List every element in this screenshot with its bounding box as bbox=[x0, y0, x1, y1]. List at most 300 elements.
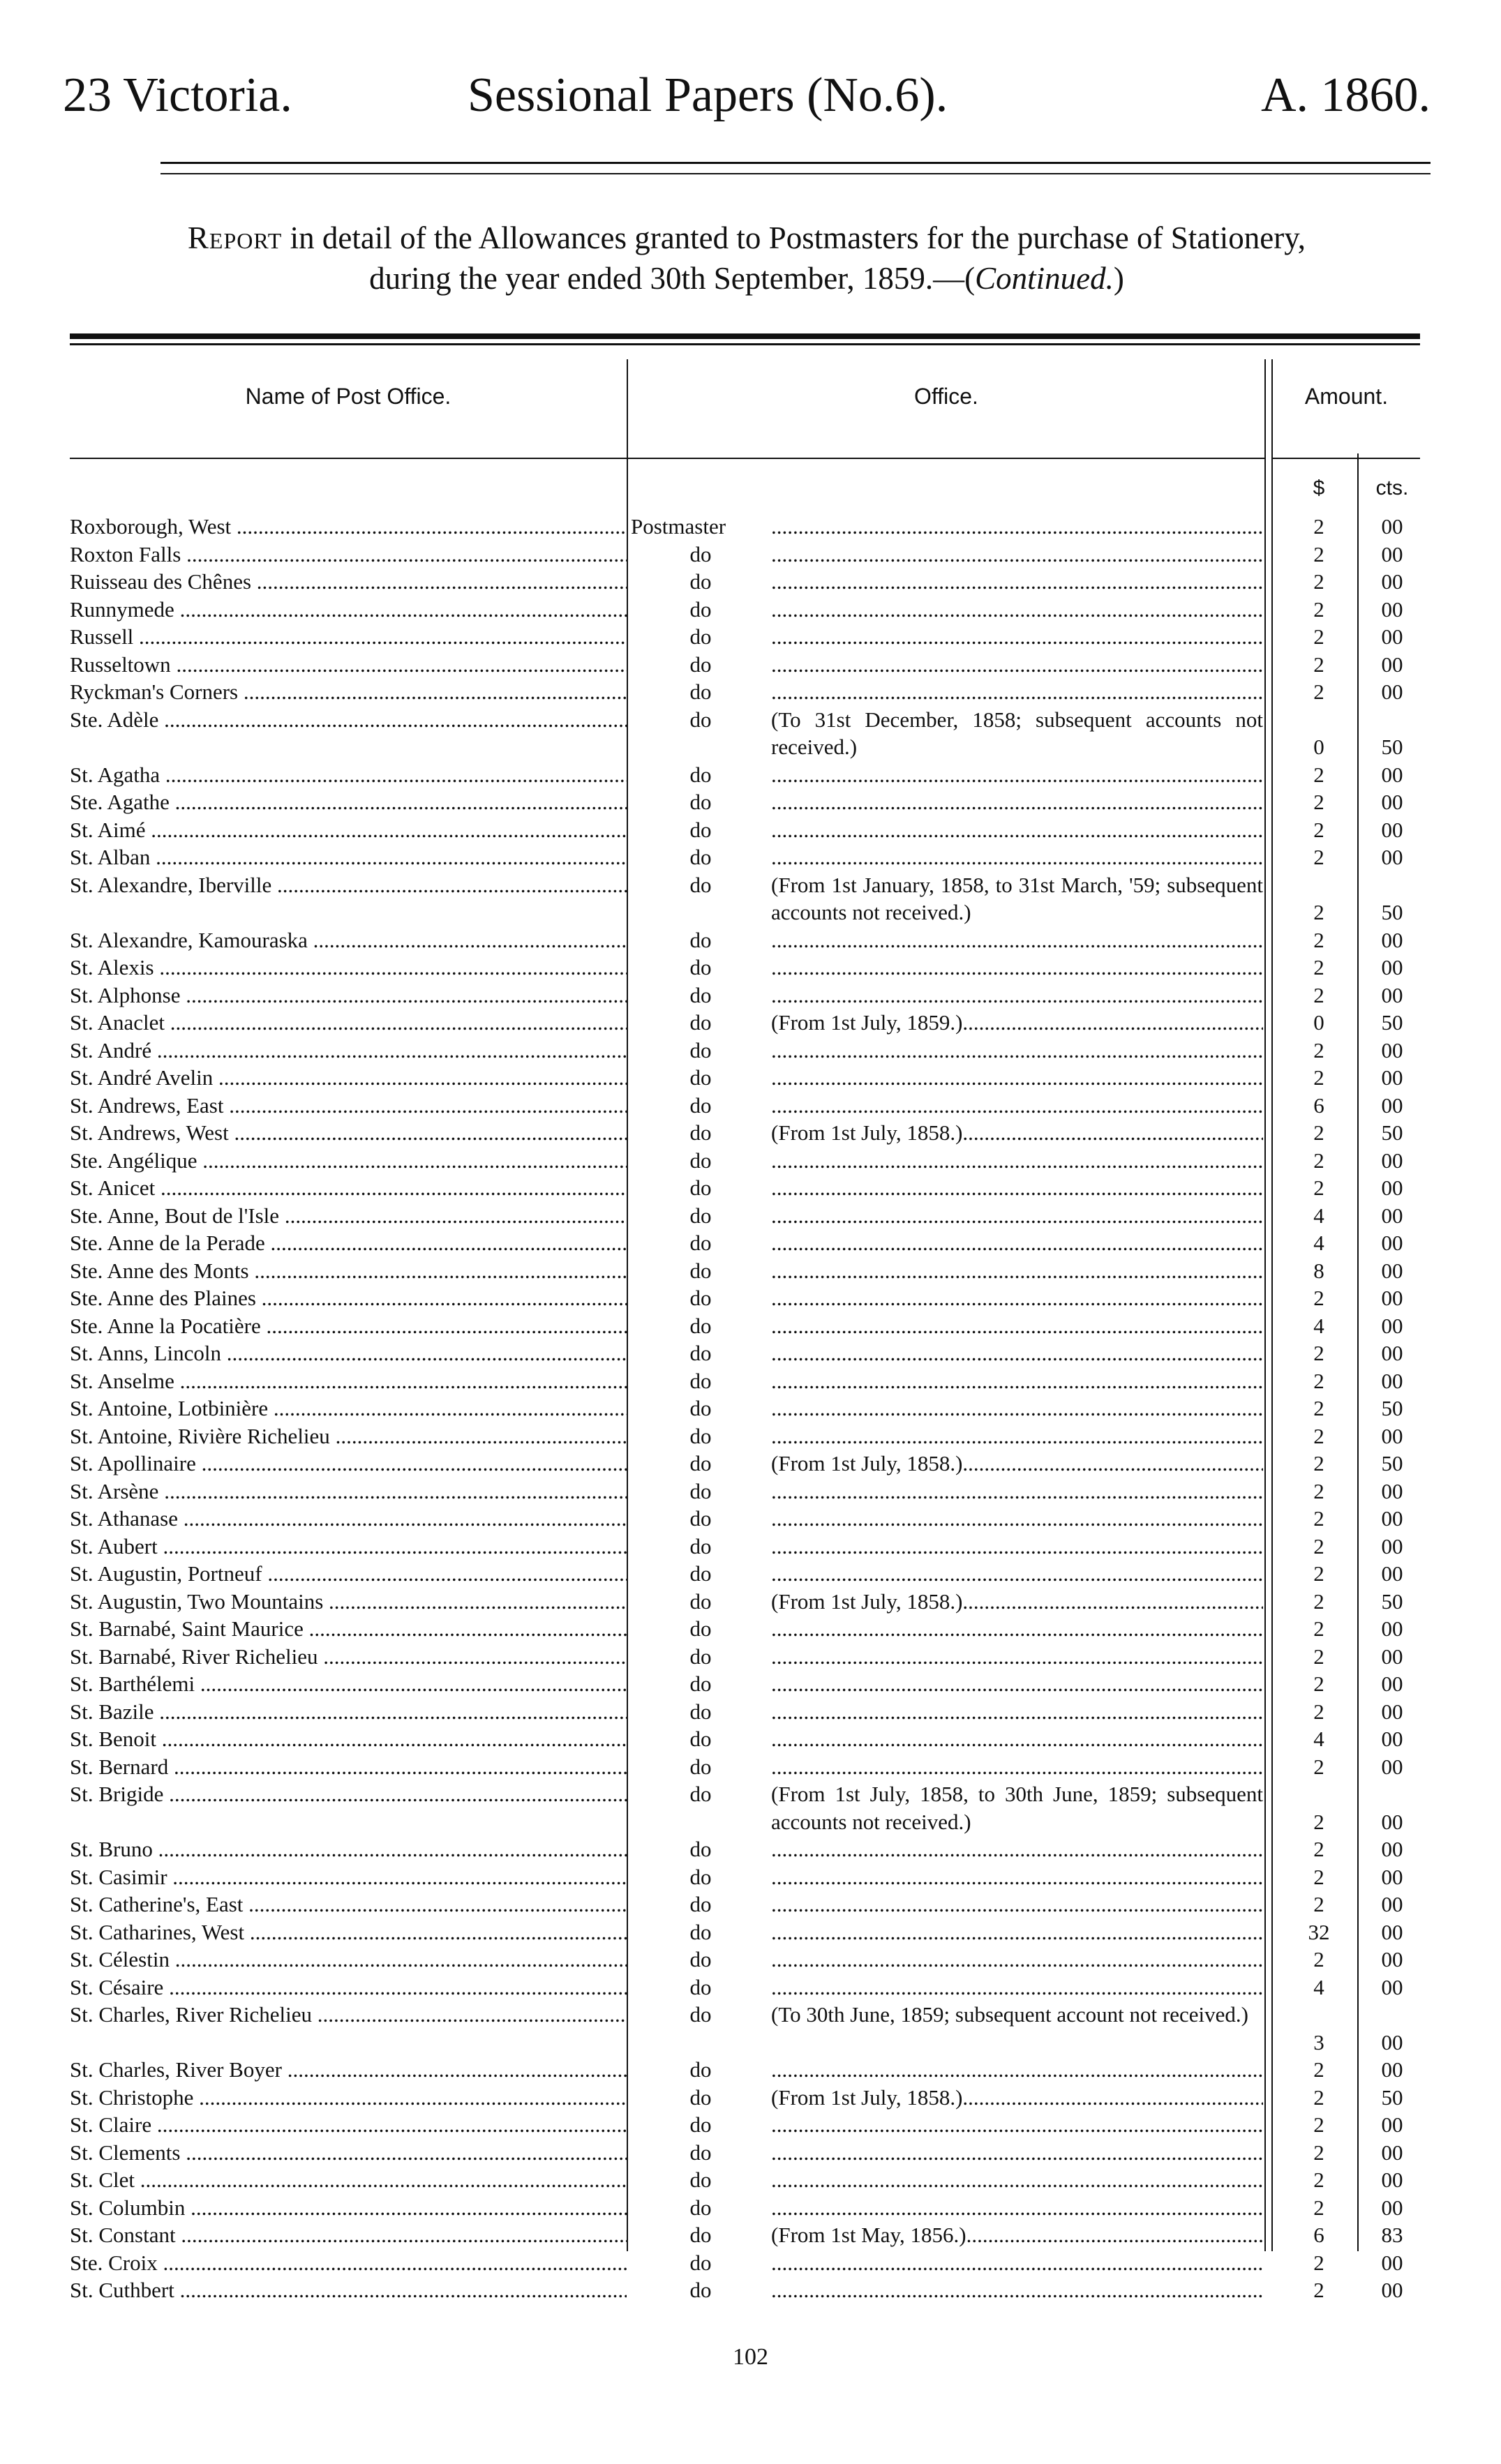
post-office-name: St. Agatha ..... bbox=[70, 761, 627, 789]
amount-dollars: 4 bbox=[1313, 1313, 1324, 1338]
table-row bbox=[0, 1588, 1501, 1616]
office-note bbox=[771, 982, 1263, 1009]
office-note bbox=[771, 623, 1263, 651]
amount-cents: 00 bbox=[1381, 1203, 1403, 1228]
office-title: do bbox=[689, 982, 712, 1007]
amount-cents: 00 bbox=[1381, 2140, 1403, 2165]
office-title: do bbox=[689, 1864, 712, 1889]
office-title: do bbox=[689, 2140, 712, 2165]
office-title: do bbox=[689, 845, 712, 869]
table-row bbox=[0, 982, 1501, 1009]
office-title: do bbox=[689, 927, 712, 952]
post-office-name: Ste. Adèle ..... bbox=[70, 706, 627, 734]
amount-cents: 50 bbox=[1381, 735, 1403, 759]
amount-cents: 00 bbox=[1381, 1533, 1403, 1558]
office-title: do bbox=[689, 1974, 712, 1999]
office-note bbox=[771, 843, 1263, 871]
amount-cents: 00 bbox=[1381, 1947, 1403, 1971]
office-title: do bbox=[689, 1010, 712, 1035]
amount-cents: 00 bbox=[1381, 1561, 1403, 1586]
amount-cents: 00 bbox=[1381, 762, 1403, 787]
office-title: Postmaster bbox=[631, 514, 726, 539]
table-row bbox=[0, 1312, 1501, 1340]
amount-cents: 00 bbox=[1381, 1037, 1403, 1062]
amount-dollars: 2 bbox=[1313, 1037, 1324, 1062]
table-row bbox=[0, 761, 1501, 789]
office-note bbox=[771, 1422, 1263, 1450]
table-row bbox=[0, 596, 1501, 624]
table-row bbox=[0, 568, 1501, 596]
amount-cents: 50 bbox=[1381, 900, 1403, 924]
amount-cents: 00 bbox=[1381, 514, 1403, 539]
table-row bbox=[0, 1174, 1501, 1202]
amount-dollars: 2 bbox=[1313, 596, 1324, 622]
table-row bbox=[0, 1505, 1501, 1533]
amount-cents: 00 bbox=[1381, 2250, 1403, 2275]
office-title: do bbox=[689, 1175, 712, 1200]
amount-dollars: 2 bbox=[1313, 1341, 1324, 1365]
office-note bbox=[771, 596, 1263, 624]
amount-dollars: 2 bbox=[1313, 790, 1324, 814]
office-title: do bbox=[689, 1561, 712, 1586]
table-row bbox=[0, 1229, 1501, 1257]
amount-cents: 00 bbox=[1381, 1919, 1403, 1944]
office-title: do bbox=[689, 1506, 712, 1531]
amount-cents: 50 bbox=[1381, 1451, 1403, 1475]
post-office-name: St. Alban ..... bbox=[70, 843, 627, 871]
amount-cents: 00 bbox=[1381, 927, 1403, 952]
amount-cents: 50 bbox=[1381, 1010, 1403, 1035]
office-note: (From 1st January, 1858, to 31st March, '59; subsequent accounts not received.) bbox=[771, 872, 1263, 924]
table-row bbox=[0, 2139, 1501, 2167]
report-title-line2: during the year ended 30th September, 1859.—(Continued.) bbox=[369, 261, 1124, 296]
post-office-name: St. Brigide ..... bbox=[70, 1780, 627, 1808]
post-office-name: St. Cuthbert ..... bbox=[70, 2276, 627, 2304]
post-office-name: St. Célestin ..... bbox=[70, 1946, 627, 1974]
amount-cents: 00 bbox=[1381, 2112, 1403, 2137]
amount-dollars: 2 bbox=[1313, 1423, 1324, 1448]
amount-cents: 00 bbox=[1381, 1423, 1403, 1448]
table-row bbox=[0, 954, 1501, 982]
table-row bbox=[0, 1147, 1501, 1175]
post-office-name: St. Constant ..... bbox=[70, 2221, 627, 2249]
office-title: do bbox=[689, 1120, 712, 1145]
table-row bbox=[0, 651, 1501, 679]
header-left: 23 Victoria. bbox=[63, 68, 292, 122]
amount-dollars: 2 bbox=[1313, 624, 1324, 649]
post-office-name: Ste. Anne la Pocatière ..... bbox=[70, 1312, 627, 1340]
table-row bbox=[0, 1339, 1501, 1367]
amount-dollars: 2 bbox=[1313, 569, 1324, 594]
office-note bbox=[771, 1974, 1263, 2001]
office-title: do bbox=[689, 541, 712, 566]
office-note bbox=[771, 1147, 1263, 1175]
table-row bbox=[0, 1367, 1501, 1395]
office-title: do bbox=[689, 2278, 712, 2302]
post-office-name: St. Anselme ..... bbox=[70, 1367, 627, 1395]
office-title: do bbox=[689, 1065, 712, 1090]
amount-cents: 00 bbox=[1381, 1754, 1403, 1779]
amount-cents: 00 bbox=[1381, 1258, 1403, 1283]
amount-dollars: 2 bbox=[1313, 1506, 1324, 1531]
amount-dollars: 2 bbox=[1313, 1451, 1324, 1475]
amount-dollars: 2 bbox=[1313, 2250, 1324, 2275]
office-title: do bbox=[689, 1699, 712, 1724]
amount-cents: 00 bbox=[1381, 1892, 1403, 1916]
office-title: do bbox=[689, 707, 712, 732]
post-office-name: St. Aimé ..... bbox=[70, 816, 627, 844]
amount-dollars: 2 bbox=[1313, 514, 1324, 539]
amount-cents: 83 bbox=[1381, 2223, 1403, 2247]
amount-cents: 00 bbox=[1381, 1065, 1403, 1090]
office-note: (From 1st May, 1856.) ..... bbox=[771, 2221, 1263, 2249]
office-note bbox=[771, 678, 1263, 706]
office-title: do bbox=[689, 1947, 712, 1971]
post-office-name: St. Alphonse ..... bbox=[70, 982, 627, 1009]
post-office-name: Ruisseau des Chênes ..... bbox=[70, 568, 627, 596]
post-office-name: St. Barnabé, River Richelieu ..... bbox=[70, 1643, 627, 1671]
post-office-name: Ste. Anne, Bout de l'Isle ..... bbox=[70, 1202, 627, 1230]
office-title: do bbox=[689, 1396, 712, 1420]
amount-dollars: 2 bbox=[1313, 2084, 1324, 2110]
table-row bbox=[0, 926, 1501, 954]
amount-cents: 50 bbox=[1381, 1396, 1403, 1420]
amount-dollars: 2 bbox=[1313, 1699, 1324, 1724]
amount-cents: 00 bbox=[1381, 817, 1403, 842]
office-title: do bbox=[689, 1203, 712, 1228]
office-title: do bbox=[689, 1892, 712, 1916]
office-note bbox=[771, 651, 1263, 679]
amount-dollars: 2 bbox=[1313, 762, 1324, 787]
post-office-name: St. Apollinaire ..... bbox=[70, 1450, 627, 1478]
amount-cents: 00 bbox=[1381, 1286, 1403, 1310]
table-row bbox=[0, 1725, 1501, 1753]
amount-dollars: 2 bbox=[1313, 541, 1324, 566]
post-office-name: St. Casimir ..... bbox=[70, 1863, 627, 1891]
office-title: do bbox=[689, 1258, 712, 1283]
post-office-name: St. André Avelin ..... bbox=[70, 1064, 627, 1092]
office-note bbox=[771, 1753, 1263, 1781]
amount-cents: 50 bbox=[1381, 1120, 1403, 1145]
post-office-name: St. Columbin ..... bbox=[70, 2194, 627, 2222]
table-row bbox=[0, 2084, 1501, 2112]
amount-cents: 00 bbox=[1381, 1616, 1403, 1641]
office-title: do bbox=[689, 624, 712, 649]
office-note bbox=[771, 1946, 1263, 1974]
office-title: do bbox=[689, 1037, 712, 1062]
amount-dollars: 0 bbox=[1313, 735, 1324, 759]
office-note bbox=[771, 761, 1263, 789]
office-title: do bbox=[689, 1754, 712, 1779]
amount-dollars: 2 bbox=[1313, 1644, 1324, 1669]
amount-dollars: 2 bbox=[1313, 1396, 1324, 1420]
amount-cents: 00 bbox=[1381, 1341, 1403, 1365]
amount-dollars: 4 bbox=[1313, 1727, 1324, 1751]
office-note bbox=[771, 816, 1263, 844]
office-note: (From 1st July, 1858, to 30th June, 1859; subsequent accounts not received.) bbox=[771, 1782, 1263, 1834]
column-header-name: Name of Post Office. bbox=[245, 384, 451, 409]
office-note bbox=[771, 1367, 1263, 1395]
table-row bbox=[0, 1478, 1501, 1505]
report-title bbox=[63, 218, 1431, 299]
post-office-name: St. Bernard ..... bbox=[70, 1753, 627, 1781]
table-row bbox=[0, 1202, 1501, 1230]
amount-cents: 00 bbox=[1381, 1837, 1403, 1861]
post-office-name: St. Barthélemi ..... bbox=[70, 1670, 627, 1698]
amount-cents: 00 bbox=[1381, 1974, 1403, 1999]
amount-cents: 00 bbox=[1381, 1478, 1403, 1503]
table-row bbox=[0, 1780, 1501, 1835]
office-title: do bbox=[689, 2112, 712, 2137]
office-note bbox=[771, 1670, 1263, 1698]
office-title: do bbox=[689, 569, 712, 594]
allowance-table bbox=[0, 513, 1501, 2304]
table-row bbox=[0, 2111, 1501, 2139]
office-title: do bbox=[689, 1727, 712, 1751]
amount-cents: 00 bbox=[1381, 1864, 1403, 1889]
office-title: do bbox=[689, 872, 712, 897]
office-note bbox=[771, 1312, 1263, 1340]
office-title: do bbox=[689, 1533, 712, 1558]
table-row bbox=[0, 2166, 1501, 2194]
post-office-name: Ryckman's Corners ..... bbox=[70, 678, 627, 706]
amount-cents: 00 bbox=[1381, 790, 1403, 814]
amount-dollars: 2 bbox=[1313, 927, 1324, 952]
amount-cents: 00 bbox=[1381, 1175, 1403, 1200]
table-row bbox=[0, 2194, 1501, 2222]
office-title: do bbox=[689, 652, 712, 677]
header-underline bbox=[1273, 458, 1420, 459]
amount-cents: 00 bbox=[1381, 1672, 1403, 1696]
table-row bbox=[0, 1009, 1501, 1037]
amount-cents: 00 bbox=[1381, 1809, 1403, 1834]
amount-dollars: 2 bbox=[1313, 2057, 1324, 2082]
table-row bbox=[0, 1974, 1501, 2001]
office-title: do bbox=[689, 1782, 712, 1806]
table-row bbox=[0, 706, 1501, 761]
post-office-name: St. Alexandre, Iberville ..... bbox=[70, 871, 627, 899]
office-title: do bbox=[689, 1341, 712, 1365]
amount-cents: 00 bbox=[1381, 1506, 1403, 1531]
office-note bbox=[771, 513, 1263, 541]
post-office-name: St. Clements ..... bbox=[70, 2139, 627, 2167]
office-title: do bbox=[689, 1423, 712, 1448]
table-row bbox=[0, 678, 1501, 706]
amount-dollars: 2 bbox=[1313, 2168, 1324, 2192]
post-office-name: Ste. Angélique ..... bbox=[70, 1147, 627, 1175]
amount-dollars: 32 bbox=[1308, 1919, 1330, 1944]
column-header-amount: Amount. bbox=[1304, 384, 1389, 409]
post-office-name: St. Charles, River Richelieu ..... bbox=[70, 2001, 627, 2029]
office-title: do bbox=[689, 762, 712, 787]
table-row bbox=[0, 1092, 1501, 1120]
table-row bbox=[0, 1533, 1501, 1561]
amount-dollars: 2 bbox=[1313, 955, 1324, 979]
table-top-rule-thin bbox=[70, 343, 1420, 345]
amount-dollars: 0 bbox=[1313, 1010, 1324, 1035]
amount-dollars: 2 bbox=[1313, 1754, 1324, 1779]
office-note: (From 1st July, 1859.) ..... bbox=[771, 1009, 1263, 1037]
table-row bbox=[0, 1863, 1501, 1891]
post-office-name: St. Anicet ..... bbox=[70, 1174, 627, 1202]
table-row bbox=[0, 1395, 1501, 1422]
amount-cents: 00 bbox=[1381, 1313, 1403, 1338]
office-note: (From 1st July, 1858.) ..... bbox=[771, 2084, 1263, 2112]
post-office-name: St. Anaclet ..... bbox=[70, 1009, 627, 1037]
amount-cents: 00 bbox=[1381, 596, 1403, 622]
amount-dollars: 2 bbox=[1313, 652, 1324, 677]
office-note bbox=[771, 2166, 1263, 2194]
office-note bbox=[771, 1284, 1263, 1312]
office-note: (From 1st July, 1858.) ..... bbox=[771, 1450, 1263, 1478]
post-office-name: St. Alexandre, Kamouraska ..... bbox=[70, 926, 627, 954]
post-office-name: Ste. Croix ..... bbox=[70, 2249, 627, 2277]
post-office-name: St. André ..... bbox=[70, 1037, 627, 1065]
table-row bbox=[0, 2001, 1501, 2056]
table-row bbox=[0, 1643, 1501, 1671]
dollars-unit: $ bbox=[1313, 476, 1325, 499]
post-office-name: Ste. Anne des Monts ..... bbox=[70, 1257, 627, 1285]
post-office-name: St. Andrews, East ..... bbox=[70, 1092, 627, 1120]
table-row bbox=[0, 1891, 1501, 1918]
office-note bbox=[771, 2249, 1263, 2277]
table-row bbox=[0, 1615, 1501, 1643]
amount-cents: 00 bbox=[1381, 569, 1403, 594]
amount-cents: 00 bbox=[1381, 679, 1403, 704]
amount-cents: 00 bbox=[1381, 2029, 1403, 2054]
office-title: do bbox=[689, 2223, 712, 2247]
table-row bbox=[0, 1946, 1501, 1974]
amount-dollars: 6 bbox=[1313, 2223, 1324, 2247]
table-row bbox=[0, 1422, 1501, 1450]
office-note bbox=[771, 1533, 1263, 1561]
table-row bbox=[0, 1918, 1501, 1946]
table-row bbox=[0, 1450, 1501, 1478]
post-office-name: St. Antoine, Rivière Richelieu ..... bbox=[70, 1422, 627, 1450]
office-note bbox=[771, 1202, 1263, 1230]
post-office-name: St. Claire ..... bbox=[70, 2111, 627, 2139]
table-top-rule bbox=[70, 333, 1420, 339]
office-note bbox=[771, 2056, 1263, 2084]
header-underline bbox=[70, 458, 627, 459]
amount-dollars: 2 bbox=[1313, 2278, 1324, 2302]
amount-cents: 00 bbox=[1381, 955, 1403, 979]
office-title: do bbox=[689, 1644, 712, 1669]
office-title: do bbox=[689, 1837, 712, 1861]
table-row bbox=[0, 541, 1501, 569]
table-row bbox=[0, 623, 1501, 651]
continued-label: Continued. bbox=[975, 261, 1114, 296]
office-note bbox=[771, 1891, 1263, 1918]
column-header-office: Office. bbox=[914, 384, 978, 409]
amount-dollars: 2 bbox=[1313, 1368, 1324, 1393]
table-row bbox=[0, 843, 1501, 871]
office-title: do bbox=[689, 1451, 712, 1475]
amount-dollars: 2 bbox=[1313, 1616, 1324, 1641]
office-note bbox=[771, 1505, 1263, 1533]
table-row bbox=[0, 1670, 1501, 1698]
amount-cents: 00 bbox=[1381, 1092, 1403, 1118]
amount-cents: 00 bbox=[1381, 541, 1403, 566]
office-note bbox=[771, 568, 1263, 596]
post-office-name: St. Augustin, Two Mountains ..... bbox=[70, 1588, 627, 1616]
office-note bbox=[771, 1918, 1263, 1946]
office-note bbox=[771, 2194, 1263, 2222]
post-office-name: St. Alexis ..... bbox=[70, 954, 627, 982]
office-title: do bbox=[689, 2002, 712, 2027]
table-row bbox=[0, 1284, 1501, 1312]
amount-dollars: 2 bbox=[1313, 1864, 1324, 1889]
amount-dollars: 2 bbox=[1313, 679, 1324, 704]
post-office-name: St. Augustin, Portneuf ..... bbox=[70, 1560, 627, 1588]
office-note bbox=[771, 788, 1263, 816]
office-title: do bbox=[689, 1231, 712, 1255]
post-office-name: St. Catharines, West ..... bbox=[70, 1918, 627, 1946]
office-note bbox=[771, 926, 1263, 954]
office-note bbox=[771, 1064, 1263, 1092]
post-office-name: Ste. Anne des Plaines ..... bbox=[70, 1284, 627, 1312]
office-title: do bbox=[689, 2168, 712, 2192]
office-title: do bbox=[689, 1092, 712, 1118]
amount-cents: 00 bbox=[1381, 845, 1403, 869]
table-row bbox=[0, 1037, 1501, 1065]
office-note bbox=[771, 1725, 1263, 1753]
amount-dollars: 2 bbox=[1313, 845, 1324, 869]
office-title: do bbox=[689, 1313, 712, 1338]
amount-dollars: 4 bbox=[1313, 1974, 1324, 1999]
post-office-name: St. Arsène ..... bbox=[70, 1478, 627, 1505]
amount-dollars: 4 bbox=[1313, 1231, 1324, 1255]
office-note bbox=[771, 1174, 1263, 1202]
table-row bbox=[0, 1119, 1501, 1147]
post-office-name: St. Clet ..... bbox=[70, 2166, 627, 2194]
table-row bbox=[0, 2249, 1501, 2277]
office-note bbox=[771, 954, 1263, 982]
office-note bbox=[771, 2139, 1263, 2167]
table-row bbox=[0, 513, 1501, 541]
office-title: do bbox=[689, 955, 712, 979]
office-title: do bbox=[689, 2084, 712, 2110]
post-office-name: Ste. Agathe ..... bbox=[70, 788, 627, 816]
post-office-name: St. Bruno ..... bbox=[70, 1835, 627, 1863]
post-office-name: St. Catherine's, East ..... bbox=[70, 1891, 627, 1918]
post-office-name: St. Charles, River Boyer ..... bbox=[70, 2056, 627, 2084]
table-row bbox=[0, 1560, 1501, 1588]
office-title: do bbox=[689, 1478, 712, 1503]
office-title: do bbox=[689, 1148, 712, 1173]
header-rule-thin bbox=[160, 173, 1431, 174]
amount-dollars: 2 bbox=[1313, 1148, 1324, 1173]
office-note bbox=[771, 1229, 1263, 1257]
office-note bbox=[771, 1339, 1263, 1367]
post-office-name: St. Bazile ..... bbox=[70, 1698, 627, 1726]
amount-dollars: 2 bbox=[1313, 2112, 1324, 2137]
amount-dollars: 2 bbox=[1313, 2140, 1324, 2165]
post-office-name: St. Anns, Lincoln ..... bbox=[70, 1339, 627, 1367]
report-title-rest: in detail of the Allowances granted to Postmasters for the purchase of Stationery, bbox=[282, 220, 1306, 255]
amount-cents: 00 bbox=[1381, 2195, 1403, 2220]
post-office-name: St. Christophe ..... bbox=[70, 2084, 627, 2112]
amount-dollars: 2 bbox=[1313, 1478, 1324, 1503]
amount-dollars: 3 bbox=[1313, 2029, 1324, 2054]
amount-cents: 00 bbox=[1381, 652, 1403, 677]
amount-dollars: 4 bbox=[1313, 1203, 1324, 1228]
post-office-name: Runnymede ..... bbox=[70, 596, 627, 624]
table-row bbox=[0, 1257, 1501, 1285]
table-row bbox=[0, 2056, 1501, 2084]
cents-unit: cts. bbox=[1375, 476, 1409, 499]
amount-dollars: 6 bbox=[1313, 1092, 1324, 1118]
